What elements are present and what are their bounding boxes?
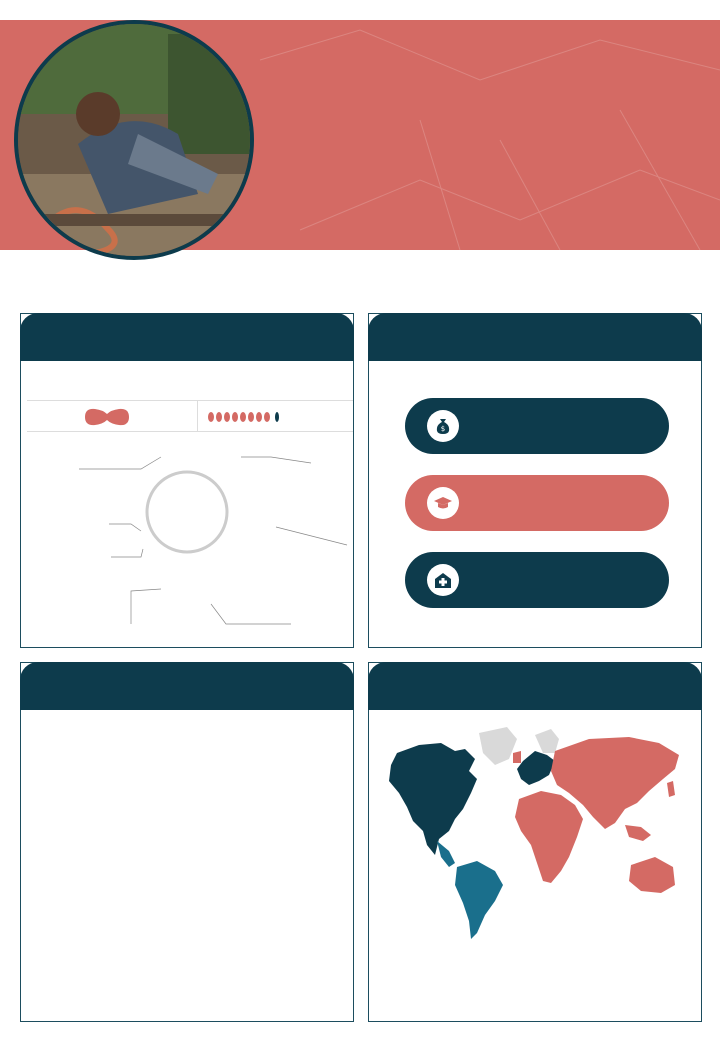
people-icons xyxy=(207,411,287,425)
map-greenland xyxy=(479,727,517,765)
income-pill xyxy=(405,398,669,454)
school-pill xyxy=(405,475,669,531)
panel-header xyxy=(20,313,354,361)
migrant-donut-chart xyxy=(21,439,355,639)
scatter-chart xyxy=(21,763,353,967)
gender-breakdown-row xyxy=(27,400,353,432)
migration-map-panel xyxy=(368,662,702,1022)
money-bag-icon xyxy=(427,410,459,442)
world-map xyxy=(379,721,693,941)
hospital-icon xyxy=(427,564,459,596)
region-breakdown-panel xyxy=(20,313,354,648)
economic-implications-panel xyxy=(20,662,354,1022)
mortality-pill xyxy=(405,552,669,608)
map-japan xyxy=(667,781,675,797)
donut-center xyxy=(147,472,227,552)
panel-header xyxy=(368,662,702,710)
row-divider xyxy=(197,401,198,431)
gender-shape-icon xyxy=(81,406,133,428)
welder-illustration xyxy=(18,24,254,260)
map-uk xyxy=(513,751,521,763)
map-se-asia xyxy=(625,825,651,841)
svg-text:$: $ xyxy=(440,425,446,433)
panel-header xyxy=(368,313,702,361)
welder-photo xyxy=(14,20,254,260)
map-north-america xyxy=(389,743,477,855)
map-south-america xyxy=(455,861,503,939)
map-australia xyxy=(629,857,675,893)
map-central-america xyxy=(437,841,455,867)
graduation-cap-icon xyxy=(427,487,459,519)
map-africa xyxy=(515,791,583,883)
panel-header xyxy=(20,662,354,710)
map-europe xyxy=(517,751,555,785)
living-standard-panel xyxy=(368,313,702,648)
map-scandinavia xyxy=(535,729,559,753)
